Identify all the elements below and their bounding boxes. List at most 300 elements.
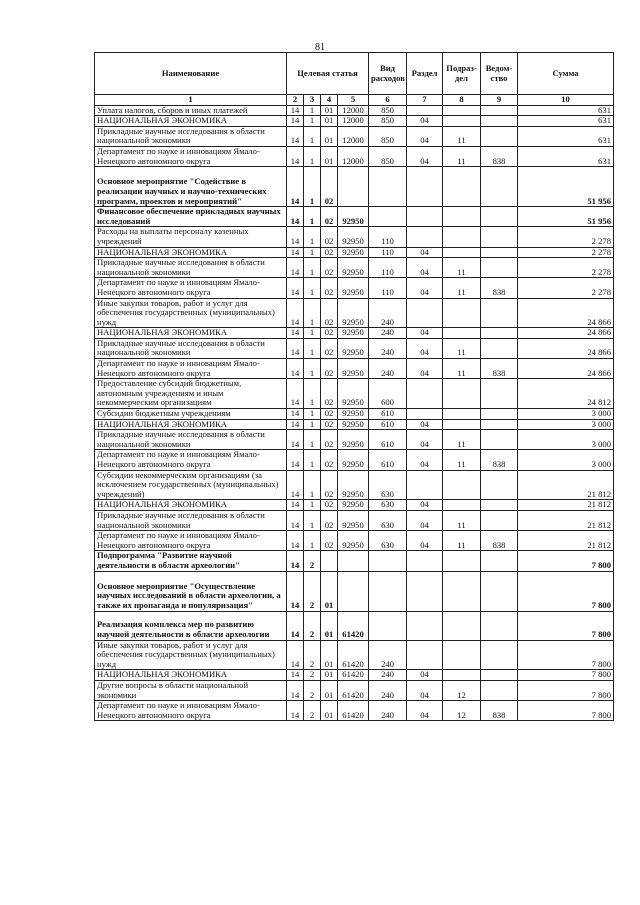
cell-sum: 7 800: [518, 701, 614, 721]
cell-subprogram: 1: [304, 116, 321, 127]
cell-name: Департамент по науке и инновациям Ямало-Ненецкого автономного округа: [95, 278, 287, 298]
table-row: [95, 167, 614, 207]
cell-subprogram: 2: [304, 611, 321, 640]
cell-expense-type: [369, 611, 407, 640]
cell-sum: 631: [518, 146, 614, 166]
cell-direction: 61420: [338, 640, 369, 670]
cell-direction: 61420: [338, 701, 369, 721]
cell-subsection: [443, 409, 481, 420]
cell-department: 838: [481, 146, 518, 166]
cell-expense-type: 610: [369, 450, 407, 470]
cell-subprogram: 2: [304, 701, 321, 721]
cell-sum: 631: [518, 126, 614, 146]
cell-expense-type: 110: [369, 278, 407, 298]
column-number: 9: [481, 95, 518, 106]
table-row: [95, 116, 614, 127]
cell-direction: 12000: [338, 116, 369, 127]
cell-subsection: 11: [443, 359, 481, 379]
cell-expense-type: 630: [369, 510, 407, 530]
cell-name: Субсидии бюджетным учреждениям: [95, 409, 287, 420]
cell-expense-type: 240: [369, 701, 407, 721]
cell-section: 04: [407, 531, 443, 551]
cell-name: Департамент по науке и инновациям Ямало-Ненецкого автономного округа: [95, 359, 287, 379]
cell-subsection: [443, 167, 481, 207]
cell-program: 14: [287, 105, 304, 116]
cell-event: 02: [321, 258, 338, 278]
cell-department: 838: [481, 701, 518, 721]
cell-subprogram: 1: [304, 227, 321, 247]
cell-name: Реализация комплекса мер по развитию научной деятельности в области археологии: [95, 611, 287, 640]
cell-subsection: 11: [443, 338, 481, 358]
table-row: [95, 227, 614, 247]
cell-name: НАЦИОНАЛЬНАЯ ЭКОНОМИКА: [95, 247, 287, 258]
cell-name: Прикладные научные исследования в области национальной экономики: [95, 126, 287, 146]
table-row: [95, 611, 614, 640]
column-number: 8: [443, 95, 481, 106]
cell-section: [407, 105, 443, 116]
cell-name: НАЦИОНАЛЬНАЯ ЭКОНОМИКА: [95, 419, 287, 430]
cell-sum: 24 812: [518, 379, 614, 409]
cell-subsection: [443, 247, 481, 258]
table-row: [95, 105, 614, 116]
cell-event: 02: [321, 430, 338, 450]
cell-event: 01: [321, 640, 338, 670]
cell-department: [481, 338, 518, 358]
cell-expense-type: 240: [369, 328, 407, 339]
cell-expense-type: 850: [369, 146, 407, 166]
column-number: 3: [304, 95, 321, 106]
header-sum: Сумма: [518, 53, 614, 95]
table-row: [95, 470, 614, 500]
cell-sum: 2 278: [518, 247, 614, 258]
cell-name: НАЦИОНАЛЬНАЯ ЭКОНОМИКА: [95, 328, 287, 339]
cell-program: 14: [287, 247, 304, 258]
table-row: [95, 551, 614, 571]
cell-program: 14: [287, 701, 304, 721]
cell-section: 04: [407, 338, 443, 358]
cell-name: Финансовое обеспечение прикладных научных исследований: [95, 207, 287, 227]
cell-subprogram: 1: [304, 500, 321, 511]
cell-subsection: 11: [443, 146, 481, 166]
cell-name: Прикладные научные исследования в области национальной экономики: [95, 510, 287, 530]
cell-sum: 24 866: [518, 298, 614, 328]
cell-direction: 92950: [338, 258, 369, 278]
cell-sum: 3 000: [518, 409, 614, 420]
cell-program: 14: [287, 470, 304, 500]
cell-subsection: [443, 328, 481, 339]
cell-subprogram: 2: [304, 670, 321, 681]
column-number: 7: [407, 95, 443, 106]
cell-event: 02: [321, 510, 338, 530]
cell-name: Департамент по науке и инновациям Ямало-Ненецкого автономного округа: [95, 531, 287, 551]
cell-subsection: 12: [443, 680, 481, 700]
cell-department: 838: [481, 359, 518, 379]
column-number: 1: [95, 95, 287, 106]
header-section: Раздел: [407, 53, 443, 95]
header-row: [95, 53, 614, 95]
cell-subprogram: 1: [304, 328, 321, 339]
cell-subprogram: 1: [304, 207, 321, 227]
table-row: [95, 409, 614, 420]
cell-event: 02: [321, 419, 338, 430]
cell-subsection: [443, 670, 481, 681]
cell-expense-type: 850: [369, 126, 407, 146]
cell-direction: 92950: [338, 419, 369, 430]
cell-program: 14: [287, 207, 304, 227]
cell-program: 14: [287, 126, 304, 146]
cell-name: Уплата налогов, сборов и иных платежей: [95, 105, 287, 116]
cell-sum: 7 800: [518, 611, 614, 640]
cell-sum: 24 866: [518, 359, 614, 379]
cell-department: [481, 640, 518, 670]
cell-event: 02: [321, 338, 338, 358]
cell-subprogram: 1: [304, 379, 321, 409]
cell-section: [407, 571, 443, 611]
cell-direction: 92950: [338, 450, 369, 470]
cell-event: 02: [321, 450, 338, 470]
cell-department: [481, 551, 518, 571]
cell-event: 01: [321, 146, 338, 166]
table-row: [95, 701, 614, 721]
cell-direction: 92950: [338, 531, 369, 551]
cell-section: 04: [407, 116, 443, 127]
column-number-row: [95, 95, 614, 106]
cell-event: 02: [321, 470, 338, 500]
table-row: [95, 338, 614, 358]
table-row: [95, 146, 614, 166]
table-row: [95, 419, 614, 430]
cell-department: [481, 298, 518, 328]
cell-program: 14: [287, 670, 304, 681]
cell-event: 01: [321, 680, 338, 700]
cell-program: 14: [287, 680, 304, 700]
cell-direction: [338, 571, 369, 611]
cell-program: 14: [287, 430, 304, 450]
cell-expense-type: 610: [369, 409, 407, 420]
cell-department: [481, 207, 518, 227]
cell-name: Предоставление субсидий бюджетным, автономным учреждениям и иным некоммерческим организациям: [95, 379, 287, 409]
cell-expense-type: 630: [369, 500, 407, 511]
cell-expense-type: 240: [369, 338, 407, 358]
cell-department: [481, 611, 518, 640]
cell-event: [321, 551, 338, 571]
cell-section: [407, 298, 443, 328]
cell-program: 14: [287, 227, 304, 247]
cell-name: Департамент по науке и инновациям Ямало-Ненецкого автономного округа: [95, 701, 287, 721]
column-number: 4: [321, 95, 338, 106]
cell-expense-type: 110: [369, 258, 407, 278]
cell-program: 14: [287, 116, 304, 127]
cell-subsection: [443, 419, 481, 430]
cell-subsection: [443, 379, 481, 409]
cell-name: Департамент по науке и инновациям Ямало-Ненецкого автономного округа: [95, 146, 287, 166]
header-target-article: Целевая статья: [287, 53, 369, 95]
cell-subprogram: 1: [304, 258, 321, 278]
cell-department: [481, 500, 518, 511]
cell-subsection: 11: [443, 450, 481, 470]
cell-event: 02: [321, 167, 338, 207]
cell-department: 838: [481, 450, 518, 470]
cell-direction: 92950: [338, 409, 369, 420]
table-row: [95, 247, 614, 258]
cell-subsection: 11: [443, 510, 481, 530]
cell-section: 04: [407, 146, 443, 166]
cell-event: 01: [321, 116, 338, 127]
cell-subprogram: 1: [304, 247, 321, 258]
cell-section: 04: [407, 258, 443, 278]
cell-expense-type: 610: [369, 419, 407, 430]
cell-expense-type: 110: [369, 227, 407, 247]
cell-expense-type: [369, 207, 407, 227]
cell-program: 14: [287, 146, 304, 166]
cell-department: [481, 126, 518, 146]
cell-subsection: [443, 116, 481, 127]
cell-department: [481, 470, 518, 500]
cell-name: Иные закупки товаров, работ и услуг для обеспечения государственных (муниципальных) нужд: [95, 640, 287, 670]
cell-section: 04: [407, 278, 443, 298]
cell-sum: 21 812: [518, 510, 614, 530]
budget-table: [94, 52, 614, 721]
cell-department: [481, 510, 518, 530]
cell-subsection: [443, 298, 481, 328]
cell-subprogram: 2: [304, 640, 321, 670]
cell-direction: 92950: [338, 359, 369, 379]
cell-subprogram: 1: [304, 167, 321, 207]
cell-program: 14: [287, 278, 304, 298]
cell-section: 04: [407, 126, 443, 146]
table-row: [95, 531, 614, 551]
cell-subprogram: 2: [304, 551, 321, 571]
cell-section: [407, 207, 443, 227]
cell-expense-type: 850: [369, 105, 407, 116]
cell-subsection: [443, 227, 481, 247]
cell-sum: 631: [518, 105, 614, 116]
cell-event: 02: [321, 298, 338, 328]
cell-department: [481, 167, 518, 207]
cell-department: [481, 680, 518, 700]
cell-subsection: 12: [443, 701, 481, 721]
header-expense-type: Вид расходов: [369, 53, 407, 95]
cell-department: [481, 409, 518, 420]
cell-subsection: 11: [443, 278, 481, 298]
cell-subsection: [443, 571, 481, 611]
cell-department: [481, 379, 518, 409]
cell-name: НАЦИОНАЛЬНАЯ ЭКОНОМИКА: [95, 500, 287, 511]
cell-direction: 92950: [338, 470, 369, 500]
cell-direction: 61420: [338, 670, 369, 681]
cell-direction: 92950: [338, 430, 369, 450]
cell-subsection: 11: [443, 258, 481, 278]
cell-event: 02: [321, 227, 338, 247]
cell-name: Основное мероприятие "Содействие в реализации научных и научно-технических программ, проектов и мероприятий": [95, 167, 287, 207]
cell-direction: 12000: [338, 105, 369, 116]
table-row: [95, 258, 614, 278]
cell-direction: 12000: [338, 126, 369, 146]
header-department: Ведом-ство: [481, 53, 518, 95]
cell-department: 838: [481, 531, 518, 551]
cell-direction: 92950: [338, 500, 369, 511]
cell-sum: 2 278: [518, 227, 614, 247]
cell-expense-type: [369, 551, 407, 571]
cell-event: 01: [321, 126, 338, 146]
cell-program: 14: [287, 338, 304, 358]
cell-sum: 7 800: [518, 571, 614, 611]
cell-sum: 21 812: [518, 470, 614, 500]
cell-section: [407, 379, 443, 409]
cell-subsection: 11: [443, 430, 481, 450]
cell-event: 02: [321, 409, 338, 420]
cell-name: Основное мероприятие "Осуществление научных исследований в области археологии, а также их пропаганда и популяризация": [95, 571, 287, 611]
cell-department: [481, 670, 518, 681]
cell-section: 04: [407, 359, 443, 379]
cell-direction: 92950: [338, 298, 369, 328]
cell-event: 02: [321, 359, 338, 379]
cell-expense-type: 600: [369, 379, 407, 409]
cell-expense-type: 240: [369, 359, 407, 379]
cell-program: 14: [287, 379, 304, 409]
cell-sum: 24 866: [518, 328, 614, 339]
column-number: 10: [518, 95, 614, 106]
cell-sum: 3 000: [518, 419, 614, 430]
cell-event: 02: [321, 500, 338, 511]
cell-direction: 61420: [338, 680, 369, 700]
cell-expense-type: [369, 167, 407, 207]
cell-subprogram: 1: [304, 409, 321, 420]
cell-subprogram: 1: [304, 510, 321, 530]
table-row: [95, 359, 614, 379]
cell-sum: 7 800: [518, 640, 614, 670]
cell-expense-type: 110: [369, 247, 407, 258]
cell-section: [407, 470, 443, 500]
cell-sum: 7 800: [518, 680, 614, 700]
cell-direction: 92950: [338, 338, 369, 358]
cell-name: НАЦИОНАЛЬНАЯ ЭКОНОМИКА: [95, 670, 287, 681]
cell-section: 04: [407, 430, 443, 450]
cell-subprogram: 2: [304, 680, 321, 700]
cell-event: 02: [321, 278, 338, 298]
cell-name: Подпрограмма "Развитие научной деятельности в области археологии": [95, 551, 287, 571]
cell-direction: [338, 167, 369, 207]
cell-event: 02: [321, 247, 338, 258]
table-row: [95, 430, 614, 450]
cell-subprogram: 2: [304, 571, 321, 611]
table-row: [95, 510, 614, 530]
cell-section: 04: [407, 419, 443, 430]
cell-direction: 12000: [338, 146, 369, 166]
cell-name: Прикладные научные исследования в области национальной экономики: [95, 338, 287, 358]
table-row: [95, 126, 614, 146]
cell-subsection: [443, 470, 481, 500]
table-row: [95, 680, 614, 700]
cell-subprogram: 1: [304, 419, 321, 430]
cell-subsection: 11: [443, 531, 481, 551]
cell-subprogram: 1: [304, 338, 321, 358]
cell-program: 14: [287, 359, 304, 379]
cell-section: 04: [407, 680, 443, 700]
cell-subprogram: 1: [304, 105, 321, 116]
cell-direction: 92950: [338, 207, 369, 227]
cell-section: 04: [407, 500, 443, 511]
cell-subprogram: 1: [304, 146, 321, 166]
cell-section: [407, 409, 443, 420]
cell-program: 14: [287, 510, 304, 530]
page-number: 81: [315, 42, 325, 53]
cell-program: 14: [287, 640, 304, 670]
cell-department: [481, 258, 518, 278]
cell-event: 02: [321, 531, 338, 551]
cell-section: 04: [407, 510, 443, 530]
table-row: [95, 328, 614, 339]
cell-direction: 61420: [338, 611, 369, 640]
cell-sum: 7 800: [518, 670, 614, 681]
cell-direction: 92950: [338, 379, 369, 409]
cell-event: 01: [321, 701, 338, 721]
cell-subprogram: 1: [304, 359, 321, 379]
table-row: [95, 379, 614, 409]
cell-program: 14: [287, 328, 304, 339]
cell-sum: 3 000: [518, 430, 614, 450]
table-row: [95, 207, 614, 227]
cell-section: [407, 640, 443, 670]
column-number: 2: [287, 95, 304, 106]
cell-expense-type: 850: [369, 116, 407, 127]
cell-program: 14: [287, 500, 304, 511]
cell-section: [407, 551, 443, 571]
cell-program: 14: [287, 409, 304, 420]
cell-department: [481, 116, 518, 127]
cell-name: Субсидии некоммерческим организациям (за исключением государственных (муниципальных) учреждений): [95, 470, 287, 500]
cell-sum: 7 800: [518, 551, 614, 571]
cell-direction: 92950: [338, 510, 369, 530]
cell-expense-type: [369, 571, 407, 611]
cell-sum: 51 956: [518, 167, 614, 207]
table-row: [95, 571, 614, 611]
cell-section: [407, 227, 443, 247]
cell-subprogram: 1: [304, 430, 321, 450]
cell-name: Прикладные научные исследования в области национальной экономики: [95, 258, 287, 278]
cell-department: [481, 328, 518, 339]
table-row: [95, 640, 614, 670]
cell-expense-type: 630: [369, 470, 407, 500]
cell-event: 02: [321, 379, 338, 409]
cell-program: 14: [287, 450, 304, 470]
cell-section: [407, 167, 443, 207]
cell-subsection: [443, 640, 481, 670]
cell-program: 14: [287, 258, 304, 278]
cell-name: Расходы на выплаты персоналу казенных учреждений: [95, 227, 287, 247]
cell-direction: 92950: [338, 227, 369, 247]
cell-expense-type: 630: [369, 531, 407, 551]
cell-program: 14: [287, 419, 304, 430]
cell-event: 02: [321, 328, 338, 339]
cell-event: 01: [321, 611, 338, 640]
cell-name: НАЦИОНАЛЬНАЯ ЭКОНОМИКА: [95, 116, 287, 127]
cell-sum: 21 812: [518, 500, 614, 511]
header-subsection: Подраз-дел: [443, 53, 481, 95]
cell-department: [481, 105, 518, 116]
cell-department: [481, 571, 518, 611]
cell-subprogram: 1: [304, 278, 321, 298]
cell-direction: 92950: [338, 328, 369, 339]
cell-sum: 21 812: [518, 531, 614, 551]
cell-program: 14: [287, 551, 304, 571]
column-number: 6: [369, 95, 407, 106]
cell-program: 14: [287, 531, 304, 551]
cell-name: Прикладные научные исследования в области национальной экономики: [95, 430, 287, 450]
cell-name: Иные закупки товаров, работ и услуг для обеспечения государственных (муниципальных) нужд: [95, 298, 287, 328]
cell-subprogram: 1: [304, 450, 321, 470]
cell-subprogram: 1: [304, 470, 321, 500]
